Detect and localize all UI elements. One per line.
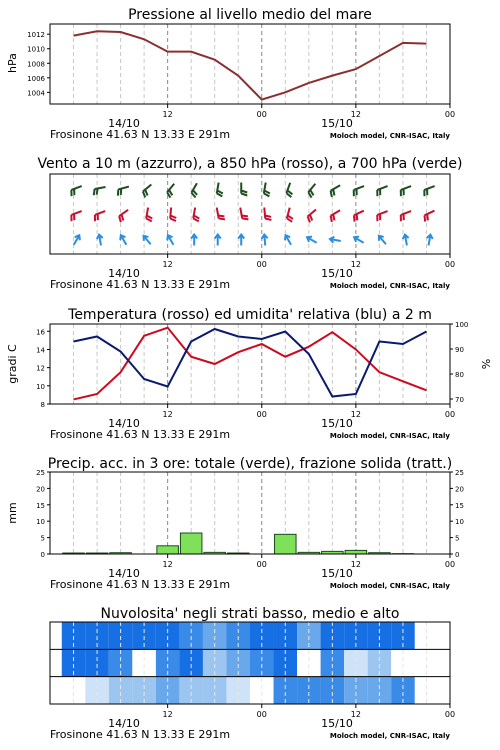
wind-barb (170, 208, 176, 221)
cloud-xtick-label: 00 (256, 710, 267, 719)
temperature-title: Temperatura (rosso) ed umidita' relativa (blu) a 2 m (68, 307, 432, 323)
wind-barb-feather (145, 190, 147, 196)
cloud-location: Frosinone 41.63 N 13.33 E 291m (50, 728, 231, 741)
precip-xtick-label: 12 (162, 560, 173, 569)
wind-barb-shaft (71, 186, 81, 190)
wind-barb-feather (308, 217, 310, 223)
wind-barb-shaft (71, 211, 81, 215)
wind-barb-feather (357, 214, 358, 220)
precip-bar (157, 546, 179, 554)
temperature-ytick-label: 70 (455, 396, 464, 404)
precip-ytick-label: 15 (455, 501, 464, 510)
wind-barb-feather (97, 188, 98, 194)
wind-barb-feather (331, 191, 332, 197)
precip-date-label: 14/10 (108, 567, 140, 580)
pressure-title: Pressione al livello medio del mare (128, 7, 372, 23)
precip-ytick-label: 5 (455, 534, 460, 543)
precip-ytick-label: 10 (455, 518, 464, 527)
wind-barb-feather (354, 215, 355, 221)
temperature-credit: Moloch model, CNR-ISAC, Italy (329, 432, 450, 440)
wind-barb-shaft (118, 187, 129, 190)
wind-barb (377, 186, 387, 196)
temperature-ytick-label: 80 (455, 371, 464, 379)
wind-barb-feather (242, 218, 248, 219)
temperature-date-label: 15/10 (321, 417, 353, 430)
wind-barb (191, 235, 197, 246)
temperature-ytick-label: 12 (36, 364, 45, 373)
wind-barb-feather (424, 215, 425, 221)
pressure-panel (27, 24, 455, 141)
wind-barb (401, 186, 411, 196)
wind-barb-shaft (401, 211, 411, 215)
precip-bar (345, 550, 367, 554)
temperature-ytick-label: 16 (36, 328, 45, 337)
precip-ytick-label: 20 (455, 485, 464, 494)
pressure-ytick-label: 1012 (27, 31, 45, 40)
wind-barb-shaft (354, 186, 364, 190)
pressure-date-label: 15/10 (321, 117, 353, 130)
wind-barb-shaft (424, 186, 434, 190)
precip-date-label: 15/10 (321, 567, 353, 580)
temperature-xtick-label: 00 (256, 410, 267, 419)
temperature-panel (36, 321, 468, 441)
pressure-ytick-label: 1010 (27, 45, 45, 54)
wind-barb (120, 235, 126, 245)
pressure-ytick-label: 1004 (27, 89, 45, 98)
precip-bar (180, 533, 202, 554)
pressure-frame (50, 24, 450, 104)
wind-barb (146, 208, 152, 222)
wind-barb-feather (427, 214, 428, 220)
wind-panel (50, 174, 455, 291)
wind-barb (403, 235, 409, 246)
wind-credit: Moloch model, CNR-ISAC, Italy (329, 282, 450, 290)
precip-ytick-label: 25 (455, 469, 464, 477)
wind-barb-feather (170, 215, 176, 218)
temperature-xtick-label: 00 (444, 410, 456, 419)
wind-date-label: 15/10 (321, 267, 353, 280)
wind-barb-shaft (401, 186, 411, 190)
wind-barb (94, 187, 106, 195)
pressure-xtick-label: 00 (256, 110, 267, 119)
wind-barb (424, 186, 434, 196)
precip-ytick-label: 20 (36, 485, 45, 494)
wind-barb-shaft (95, 211, 105, 215)
pressure-date-label: 14/10 (108, 117, 140, 130)
precip-bar (275, 534, 297, 554)
cloud-title: Nuvolosita' negli strati basso, medio e alto (100, 606, 400, 622)
wind-barb (264, 183, 270, 197)
wind-barb (215, 235, 221, 246)
temperature-ytick-label: 100 (455, 321, 469, 329)
precip-credit: Moloch model, CNR-ISAC, Italy (329, 582, 450, 590)
wind-barb (354, 237, 364, 243)
wind-xtick-label: 12 (162, 260, 173, 269)
temperature-frame (50, 324, 450, 404)
wind-date-label: 14/10 (108, 267, 140, 280)
wind-barb-feather (94, 189, 95, 195)
wind-barb-shaft (377, 211, 387, 215)
wind-barb-shaft (217, 208, 219, 219)
precip-ytick-label: 15 (36, 501, 45, 510)
cloud-date-label: 14/10 (108, 717, 140, 730)
wind-location: Frosinone 41.63 N 13.33 E 291m (50, 278, 231, 291)
precip-xtick-label: 00 (444, 560, 456, 569)
wind-xtick-label: 00 (444, 260, 456, 269)
pressure-ytick-label: 1008 (27, 60, 45, 69)
wind-barb (238, 235, 244, 246)
wind-barb (377, 211, 387, 221)
wind-barb-feather (241, 194, 247, 196)
wind-barb (118, 187, 129, 196)
wind-barb (379, 236, 386, 244)
temperature-xtick-label: 12 (350, 410, 361, 419)
wind-barb (354, 186, 364, 196)
wind-barb-feather (170, 218, 176, 221)
temperature-ylabel-right: % (480, 358, 493, 370)
wind-barb-feather (310, 215, 312, 221)
wind-barb (241, 183, 247, 196)
wind-barb (191, 183, 197, 197)
wind-barb (193, 208, 199, 222)
wind-barb (71, 211, 81, 221)
wind-barb (217, 183, 223, 197)
wind-barb (143, 184, 151, 197)
pressure-xtick-label: 12 (162, 110, 173, 119)
temperature-ytick-label: 14 (36, 346, 45, 355)
wind-barb (308, 184, 315, 198)
precip-ytick-label: 25 (36, 469, 45, 477)
pressure-ytick-label: 1006 (27, 74, 45, 83)
wind-barb (262, 235, 268, 246)
wind-barb (307, 237, 317, 243)
wind-barb (167, 235, 173, 245)
cloud-date-label: 15/10 (321, 717, 353, 730)
temperature-ytick-label: 8 (40, 401, 45, 409)
wind-barb (401, 211, 411, 221)
temperature-ytick-label: 90 (455, 346, 464, 354)
wind-barb (286, 183, 292, 197)
pressure-xtick-label: 00 (444, 110, 456, 119)
wind-barb (167, 184, 174, 198)
precip-ytick-label: 0 (40, 551, 45, 559)
precip-xtick-label: 00 (256, 560, 267, 569)
wind-barb (95, 211, 105, 221)
pressure-xtick-label: 12 (350, 110, 361, 119)
wind-barb-shaft (170, 208, 171, 219)
pressure-credit: Moloch model, CNR-ISAC, Italy (329, 132, 450, 140)
wind-xtick-label: 12 (350, 260, 361, 269)
temperature-xtick-label: 12 (162, 410, 173, 419)
wind-barb-feather (333, 214, 334, 220)
wind-barb-shaft (95, 187, 106, 189)
wind-barb (264, 208, 271, 220)
wind-barb (144, 236, 151, 244)
temperature-ytick-label: 10 (36, 382, 45, 391)
wind-frame (50, 174, 450, 254)
wind-title: Vento a 10 m (azzurro), a 850 hPa (rosso), a 700 hPa (verde) (37, 156, 463, 172)
wind-barb-shaft (264, 208, 265, 219)
wind-barb (287, 208, 293, 222)
precip-ytick-label: 5 (40, 534, 45, 543)
wind-barb (330, 237, 341, 243)
wind-barb (71, 186, 81, 196)
precip-xtick-label: 12 (350, 560, 361, 569)
cloud-xtick-label: 12 (350, 710, 361, 719)
wind-barb-feather (143, 192, 145, 198)
precip-frame (50, 472, 450, 554)
temperature-date-label: 14/10 (108, 417, 140, 430)
cloud-xtick-label: 12 (162, 710, 173, 719)
wind-barb (97, 235, 103, 246)
wind-barb-feather (242, 215, 248, 216)
temperature-location: Frosinone 41.63 N 13.33 E 291m (50, 428, 231, 441)
wind-barb (240, 208, 248, 220)
wind-barb (285, 235, 291, 245)
cloud-credit: Moloch model, CNR-ISAC, Italy (329, 732, 450, 740)
wind-barb-feather (333, 189, 334, 195)
wind-barb-feather (122, 214, 124, 220)
wind-barb-feather (331, 216, 332, 222)
pressure-ylabel: hPa (6, 53, 19, 73)
precip-ylabel: mm (6, 502, 19, 524)
wind-barb-feather (265, 218, 271, 219)
precip-panel (36, 469, 464, 591)
wind-xtick-label: 00 (256, 260, 267, 269)
precip-title: Precip. acc. in 3 ore: totale (verde), frazione solida (tratt.) (47, 456, 453, 472)
wind-barb-feather (218, 215, 224, 216)
wind-barb (74, 235, 80, 245)
pressure-location: Frosinone 41.63 N 13.33 E 291m (50, 128, 231, 141)
precip-ytick-label: 0 (455, 551, 460, 559)
cloud-panel (50, 622, 455, 741)
wind-barb-shaft (377, 186, 387, 190)
temperature-ylabel-left: gradi C (6, 344, 19, 384)
pressure-line (74, 31, 427, 99)
precip-ytick-label: 10 (36, 518, 45, 527)
cloud-xtick-label: 00 (444, 710, 456, 719)
precip-location: Frosinone 41.63 N 13.33 E 291m (50, 578, 231, 591)
wind-barb (217, 208, 225, 220)
wind-barb-shaft (240, 208, 242, 219)
wind-barb (427, 235, 433, 246)
wind-barb-feather (219, 218, 225, 219)
